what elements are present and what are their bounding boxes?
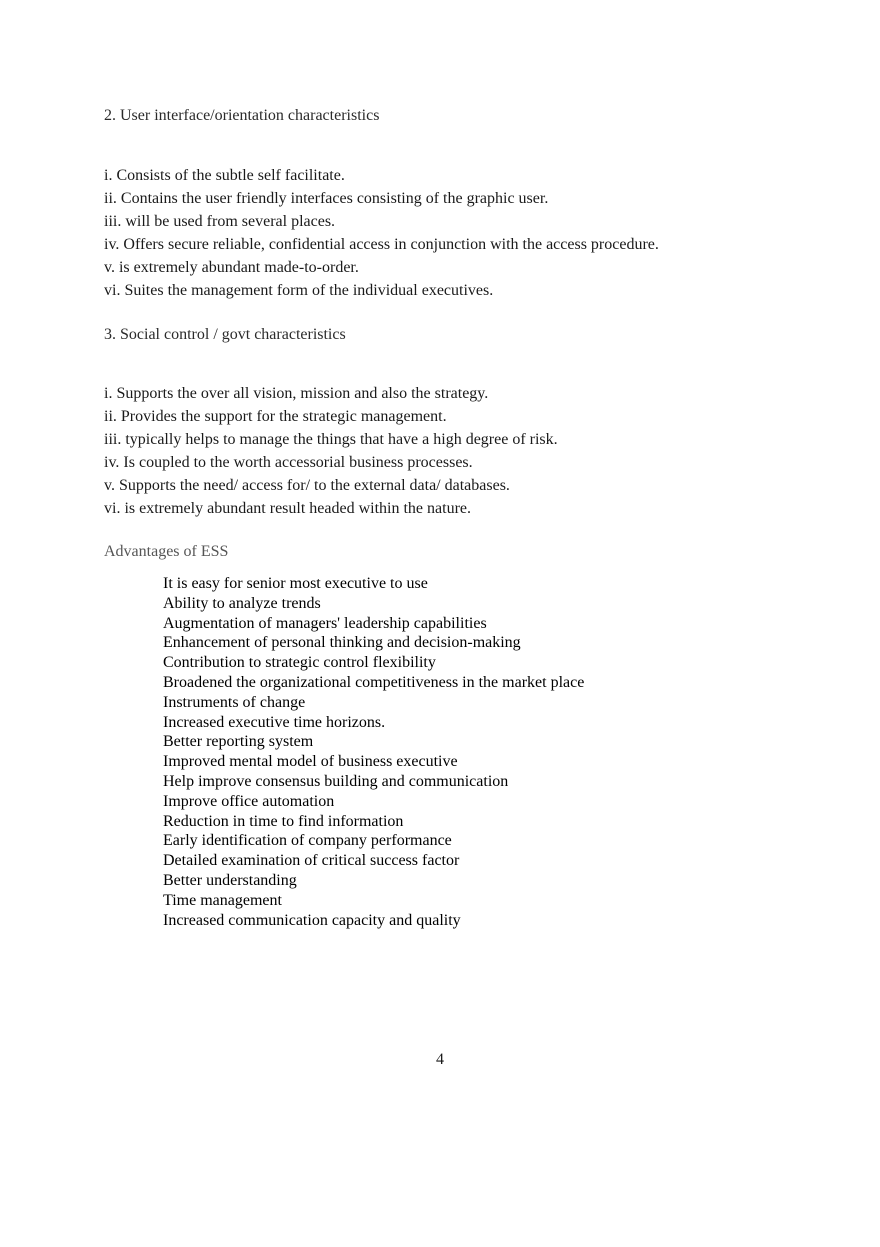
list-item: Better reporting system — [163, 733, 314, 751]
list-item: It is easy for senior most executive to use — [163, 575, 428, 592]
list-item: Increased communication capacity and quality — [163, 911, 461, 929]
list-item: iii. typically helps to manage the things that have a high degree of risk. — [104, 431, 558, 448]
social-control-list — [104, 382, 558, 520]
advantages-list — [163, 574, 584, 930]
list-item: vi. Suites the management form of the individual executives. — [104, 282, 494, 299]
list-item: Enhancement of personal thinking and decision-making — [163, 634, 521, 652]
list-item: Increased executive time horizons. — [163, 713, 386, 731]
list-item: i. Supports the over all vision, mission and also the strategy. — [104, 385, 489, 402]
list-item: Detailed examination of critical success factor — [163, 852, 460, 870]
list-item: Time management — [163, 891, 282, 909]
list-item: iii. will be used from several places. — [104, 213, 336, 230]
section-heading-advantages: Advantages of ESS — [104, 543, 229, 560]
list-item: ii. Provides the support for the strategic management. — [104, 408, 447, 425]
list-item: Augmentation of managers' leadership capabilities — [163, 614, 487, 632]
list-item: Broadened the organizational competitiveness in the market place — [163, 673, 585, 691]
list-item: i. Consists of the subtle self facilitate. — [104, 167, 345, 184]
list-item: Improve office automation — [163, 792, 335, 810]
list-item: v. is extremely abundant made-to-order. — [104, 259, 359, 276]
list-item: ii. Contains the user friendly interfaces consisting of the graphic user. — [104, 190, 549, 207]
list-item: Ability to analyze trends — [163, 594, 321, 612]
page-number: 4 — [436, 1051, 444, 1068]
list-item: Improved mental model of business executive — [163, 753, 458, 771]
list-item: vi. is extremely abundant result headed within the nature. — [104, 500, 471, 517]
list-item: iv. Offers secure reliable, confidential access in conjunction with the access procedure. — [104, 236, 659, 253]
user-interface-list — [104, 164, 659, 302]
list-item: Better understanding — [163, 871, 297, 889]
list-item: iv. Is coupled to the worth accessorial business processes. — [104, 454, 473, 471]
list-item: Instruments of change — [163, 693, 306, 711]
list-item: v. Supports the need/ access for/ to the external data/ databases. — [104, 477, 510, 494]
list-item: Contribution to strategic control flexibility — [163, 654, 436, 672]
section-heading-user-interface: 2. User interface/orientation characteristics — [104, 107, 380, 124]
list-item: Reduction in time to find information — [163, 812, 404, 830]
list-item: Early identification of company performance — [163, 832, 452, 850]
section-heading-social-control: 3. Social control / govt characteristics — [104, 326, 346, 343]
list-item: Help improve consensus building and communication — [163, 772, 509, 790]
